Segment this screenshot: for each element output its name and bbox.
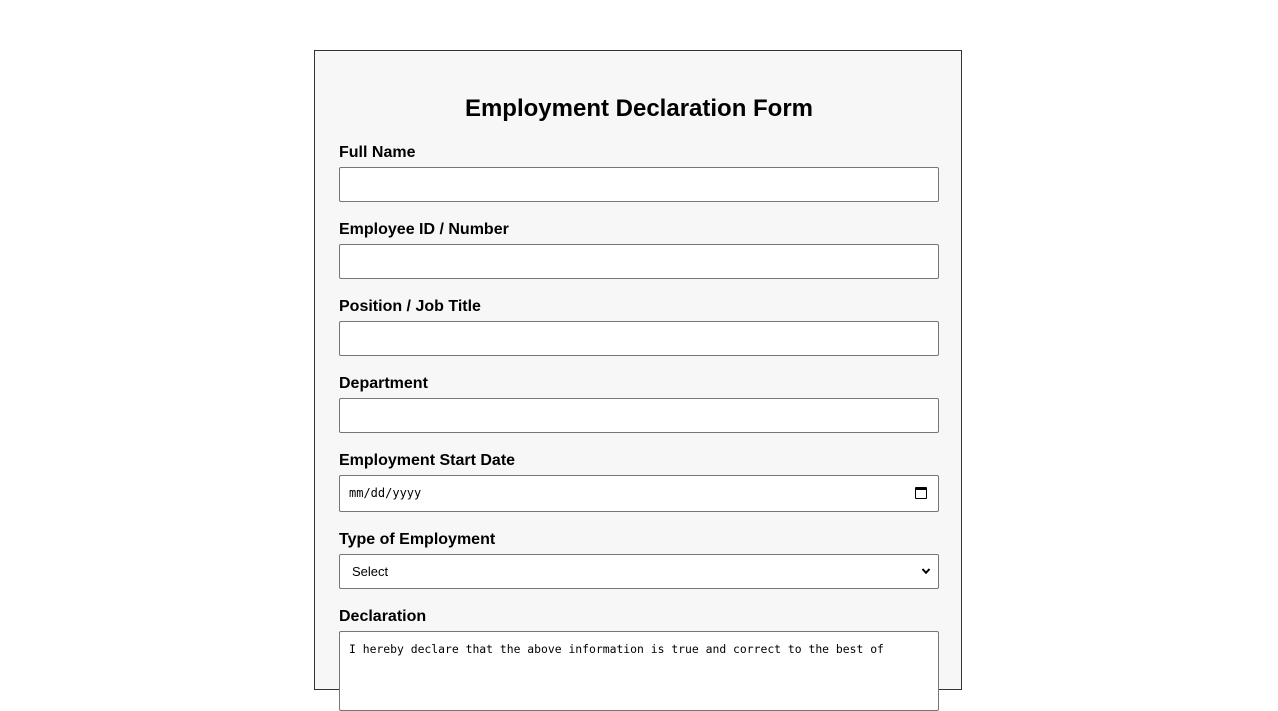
employment-declaration-form xyxy=(314,50,962,690)
department-input[interactable] xyxy=(339,398,939,433)
full-name-input[interactable] xyxy=(339,167,939,202)
employment-type-label: Type of Employment xyxy=(339,531,496,548)
employment-type-selected: Select xyxy=(352,564,389,579)
employee-id-label: Employee ID / Number xyxy=(339,221,509,238)
declaration-textarea[interactable] xyxy=(339,631,939,711)
full-name-label: Full Name xyxy=(339,144,416,161)
start-date-input[interactable] xyxy=(339,475,939,512)
employee-id-input[interactable] xyxy=(339,244,939,279)
chevron-down-icon xyxy=(921,566,931,576)
calendar-icon[interactable] xyxy=(915,487,927,499)
declaration-label: Declaration xyxy=(339,608,427,625)
form-title: Employment Declaration Form xyxy=(464,95,814,122)
position-label: Position / Job Title xyxy=(339,298,481,315)
position-input[interactable] xyxy=(339,321,939,356)
start-date-placeholder: mm/dd/yyyy xyxy=(349,486,422,500)
department-label: Department xyxy=(339,375,428,392)
declaration-text: I hereby declare that the above information is true and correct to the best of xyxy=(349,642,884,656)
employment-type-select[interactable] xyxy=(339,554,939,589)
start-date-label: Employment Start Date xyxy=(339,452,516,469)
